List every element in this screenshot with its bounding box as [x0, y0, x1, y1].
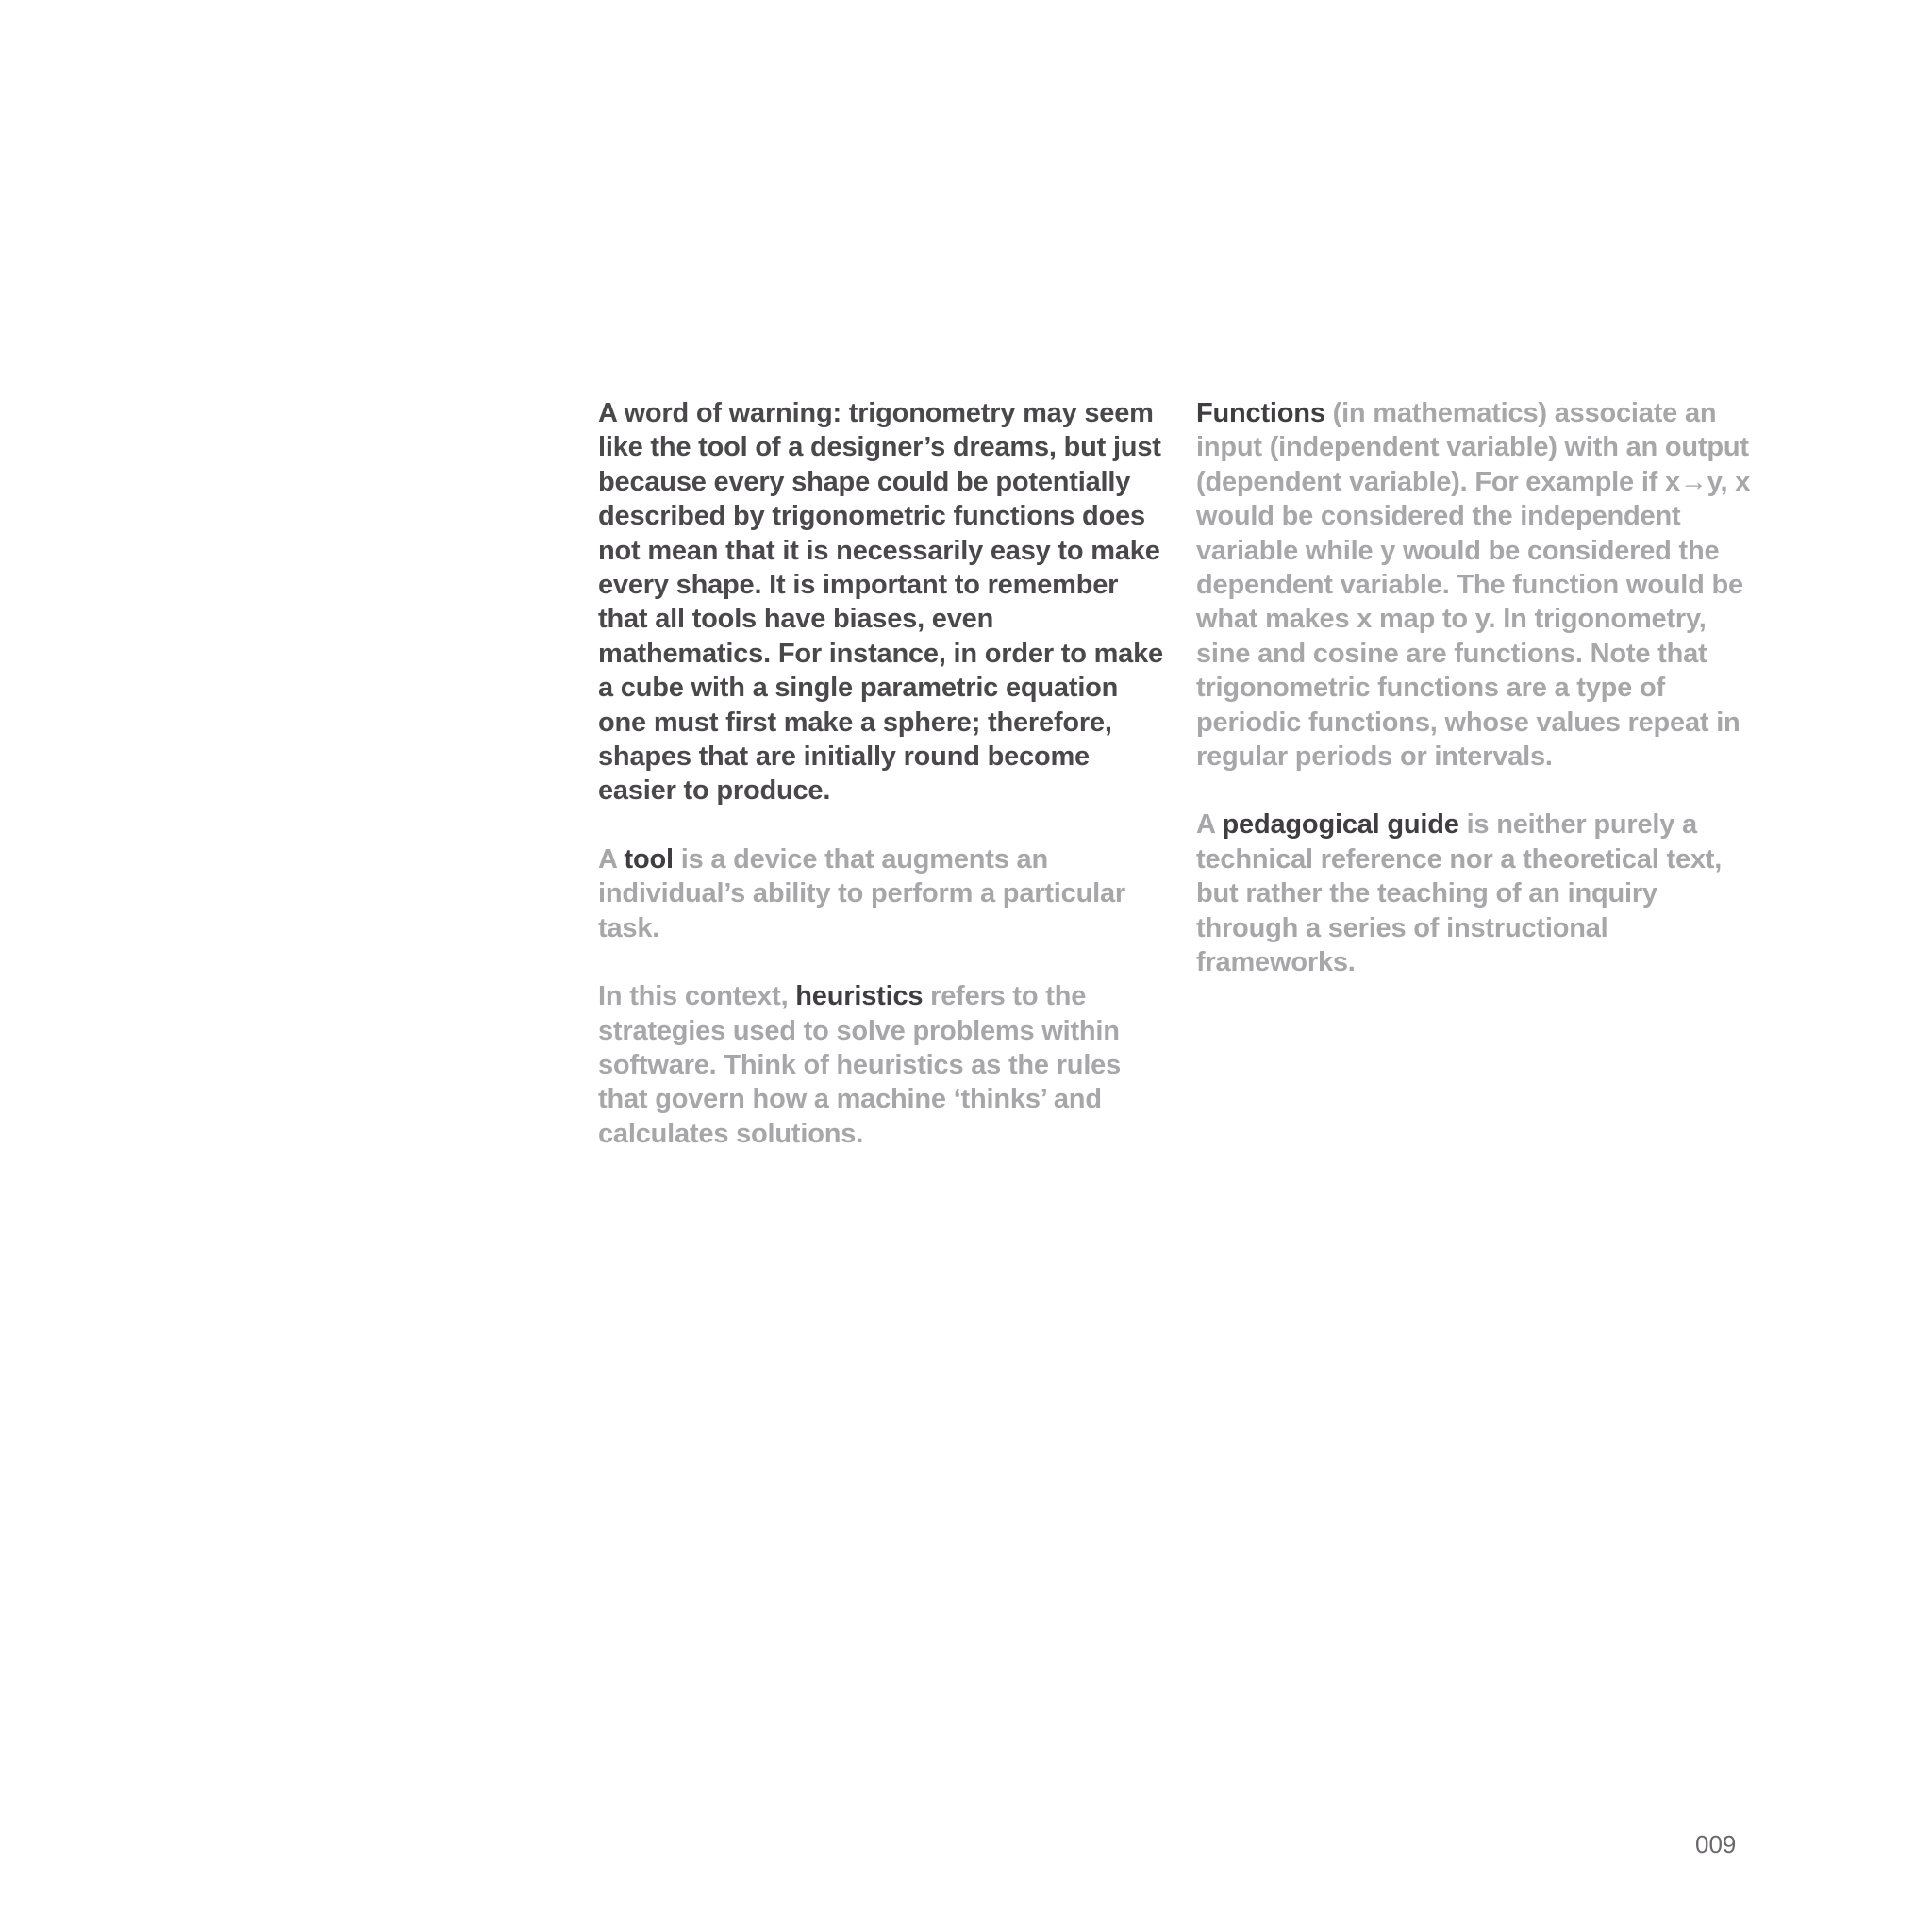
pedagogical-guide-term: pedagogical guide	[1222, 809, 1459, 841]
heuristics-definition-text: refers to the strategies used to solve problems within software. Think of heuristics as the rules that govern how a machine ‘thinks’ and calculates solutions.	[598, 981, 1122, 1149]
pedagogical-guide-definition	[1196, 808, 1762, 979]
tool-definition-prefix: A	[598, 843, 625, 874]
left-column	[598, 396, 1164, 1185]
tool-definition	[598, 842, 1164, 945]
right-column	[1196, 396, 1762, 1014]
heuristics-definition-prefix: In this context,	[598, 981, 796, 1012]
pedagogical-guide-text: is neither purely a technical reference nor a theoretical text, but rather the teaching of an inquiry through a series of instructional frameworks.	[1196, 809, 1723, 978]
warning-paragraph: A word of warning: trigonometry may seem like the tool of a designer’s dreams, but just because every shape could be potentially described by trigonometric functions does not mean that it is necessarily easy to make every shape. It is important to remember that all tools have biases, even mathematics. For instance, in order to make a cube with a single parametric equation one must first make a sphere; therefore, shapes that are initially round become easier to produce.	[598, 398, 1163, 807]
tool-term: tool	[624, 843, 674, 874]
functions-definition-text: (in mathematics) associate an input (independent variable) with an output (dependent variable). For example if x→y, x would be considered the independent variable while y would be considered the dependent variable. The function would be what makes x map to y. In trigonometry, sine and cosine are functions. Note that trigonometric functions are a type of periodic functions, whose values repeat in regular periods or intervals.	[1196, 398, 1751, 773]
heuristics-definition	[598, 979, 1164, 1151]
functions-definition	[1196, 396, 1762, 774]
tool-definition-text: is a device that augments an individual’s ability to perform a particular task.	[598, 843, 1125, 943]
page-number: 009	[1695, 1830, 1737, 1858]
functions-term: Functions	[1196, 398, 1325, 428]
pedagogical-guide-prefix: A	[1196, 809, 1223, 841]
heuristics-term: heuristics	[795, 981, 924, 1012]
